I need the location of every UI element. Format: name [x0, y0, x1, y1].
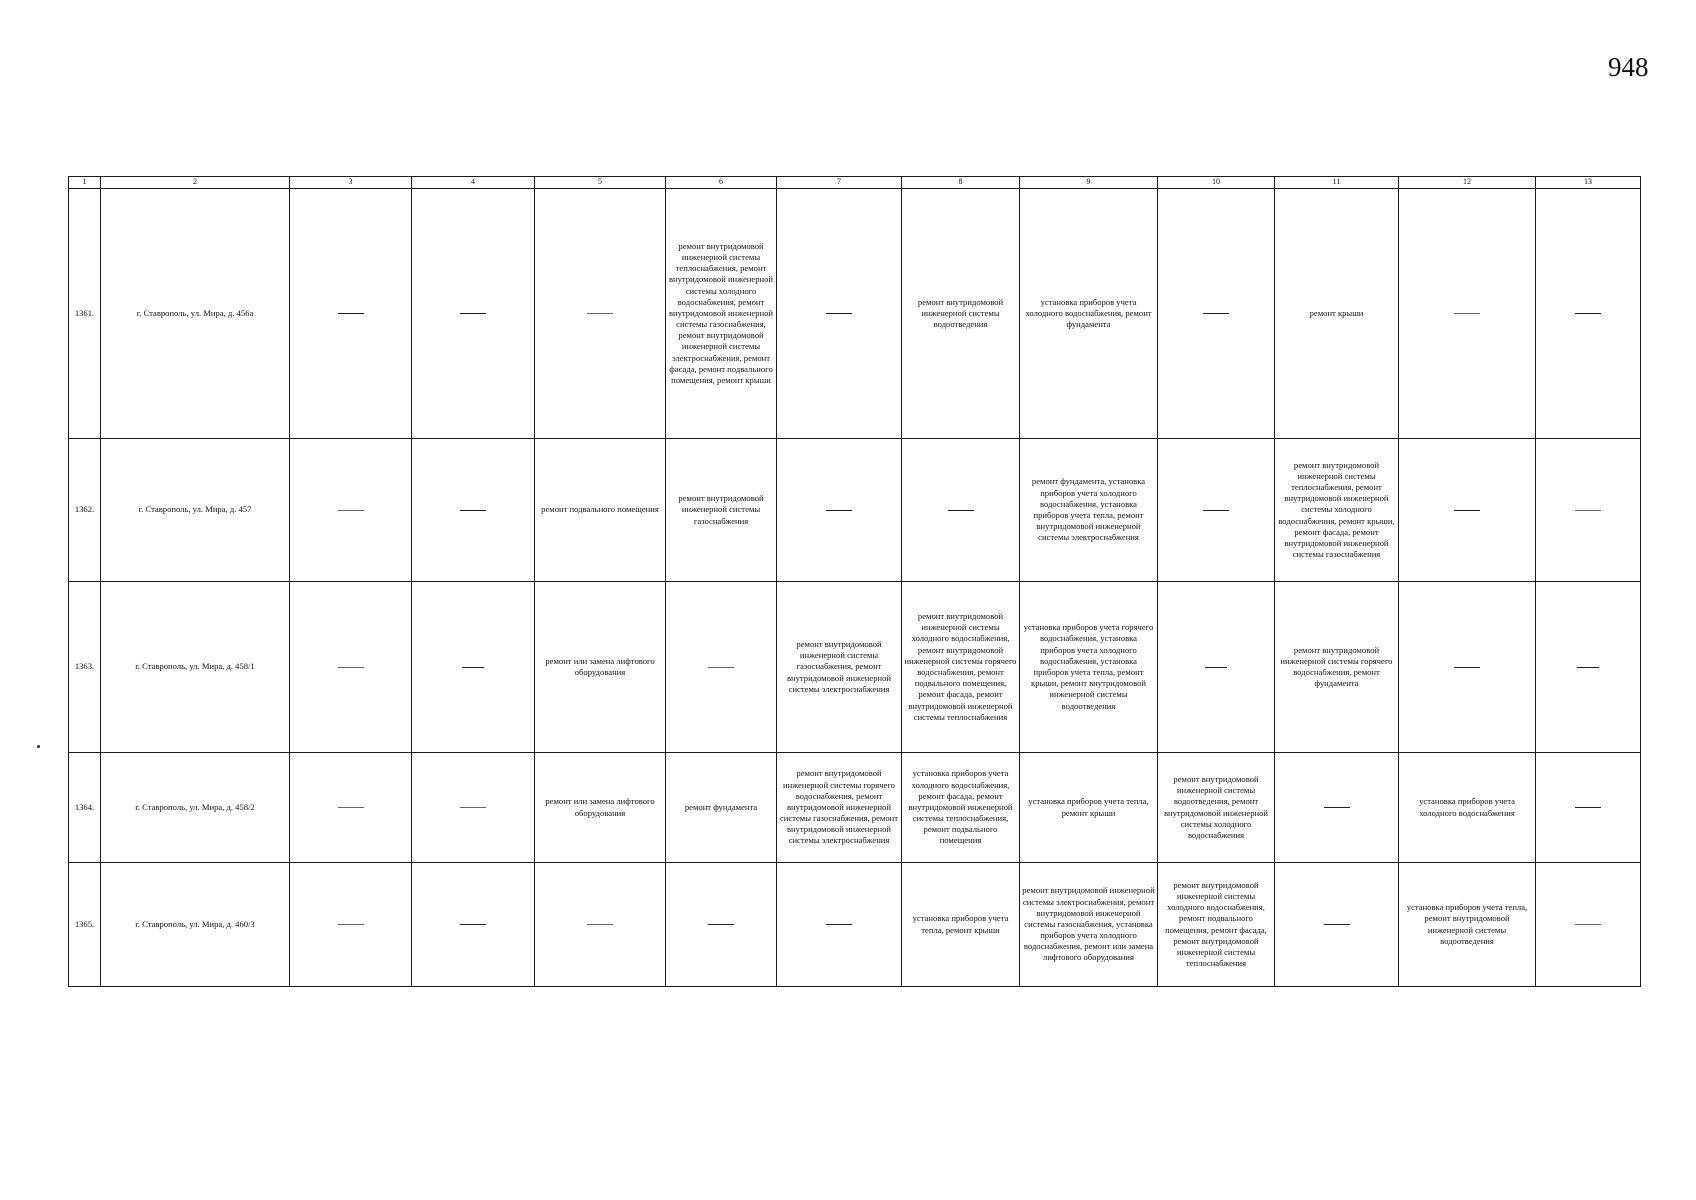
table-cell	[1158, 582, 1275, 753]
table-cell	[1536, 582, 1641, 753]
dash-mark	[338, 510, 364, 511]
address-cell: г. Ставрополь, ул. Мира, д. 456а	[101, 189, 290, 439]
table-cell	[777, 863, 902, 987]
column-header: 8	[902, 177, 1020, 189]
dash-mark	[826, 510, 852, 511]
table-cell: ремонт внутридомовой инженерной системы электроснабжения, ремонт внутридомовой инженерной системы газоснабжения, установка приборов учета холодного водоснабжения, ремонт или замена лифтового оборудования	[1020, 863, 1158, 987]
dash-mark	[587, 313, 613, 314]
table-cell	[1536, 439, 1641, 582]
table-cell: ремонт внутридомовой инженерной системы горячего водоснабжения, ремонт фундамента	[1275, 582, 1399, 753]
table-cell	[1158, 189, 1275, 439]
dash-mark	[1203, 510, 1229, 511]
address-cell: г. Ставрополь, ул. Мира, д. 458/1	[101, 582, 290, 753]
dash-mark	[1575, 807, 1601, 808]
table-row	[69, 582, 1641, 753]
table-cell: установка приборов учета холодного водоснабжения, ремонт фасада, ремонт внутридомовой инженерной системы теплоснабжения, ремонт подвального помещения	[902, 753, 1020, 863]
dash-mark	[462, 667, 484, 668]
table-cell	[290, 753, 412, 863]
table-row	[69, 753, 1641, 863]
table-cell	[666, 582, 777, 753]
dash-mark	[1324, 807, 1350, 808]
table-cell	[1275, 753, 1399, 863]
table-cell	[290, 863, 412, 987]
dash-mark	[1575, 510, 1601, 511]
column-header: 4	[412, 177, 535, 189]
table-cell: установка приборов учета холодного водоснабжения, ремонт фундамента	[1020, 189, 1158, 439]
address-cell: г. Ставрополь, ул. Мира, д. 460/3	[101, 863, 290, 987]
table-row	[69, 439, 1641, 582]
table-cell: установка приборов учета тепла, ремонт внутридомовой инженерной системы водоотведения	[1399, 863, 1536, 987]
scan-speck	[37, 745, 40, 748]
dash-mark	[1575, 313, 1601, 314]
table-cell	[290, 439, 412, 582]
column-header: 5	[535, 177, 666, 189]
row-number: 1361.	[69, 189, 101, 439]
dash-mark	[1454, 510, 1480, 511]
address-cell: г. Ставрополь, ул. Мира, д. 457	[101, 439, 290, 582]
table-cell	[666, 863, 777, 987]
table-cell: ремонт внутридомовой инженерной системы горячего водоснабжения, ремонт внутридомовой инженерной системы газоснабжения, ремонт внутридомовой инженерной системы электроснабжения	[777, 753, 902, 863]
table-cell	[1399, 189, 1536, 439]
dash-mark	[948, 510, 974, 511]
table-row	[69, 863, 1641, 987]
table-cell: установка приборов учета тепла, ремонт крыши	[1020, 753, 1158, 863]
table-cell	[412, 189, 535, 439]
dash-mark	[338, 924, 364, 925]
table-cell	[290, 189, 412, 439]
dash-mark	[338, 667, 364, 668]
table-row	[69, 189, 1641, 439]
row-number: 1365.	[69, 863, 101, 987]
column-header: 13	[1536, 177, 1641, 189]
dash-mark	[826, 924, 852, 925]
page-number: 948	[1608, 52, 1649, 82]
table-cell: ремонт подвального помещения	[535, 439, 666, 582]
table-cell	[412, 753, 535, 863]
dash-mark	[587, 924, 613, 925]
table-cell	[1275, 863, 1399, 987]
column-header: 12	[1399, 177, 1536, 189]
table-cell	[777, 439, 902, 582]
column-header: 2	[101, 177, 290, 189]
table-cell: ремонт внутридомовой инженерной системы газоснабжения	[666, 439, 777, 582]
row-number: 1363.	[69, 582, 101, 753]
table-cell: ремонт или замена лифтового оборудования	[535, 753, 666, 863]
dash-mark	[460, 313, 486, 314]
table-cell: ремонт внутридомовой инженерной системы теплоснабжения, ремонт внутридомовой инженерной системы холодного водоснабжения, ремонт крыши, ремонт фасада, ремонт внутридомовой инженерной системы газоснабжения	[1275, 439, 1399, 582]
table-cell	[777, 189, 902, 439]
table-cell: ремонт внутридомовой инженерной системы холодного водоснабжения, ремонт подвального помещения, ремонт фасада, ремонт внутридомовой инженерной системы теплоснабжения	[1158, 863, 1275, 987]
dash-mark	[460, 510, 486, 511]
table-cell	[1536, 863, 1641, 987]
column-header: 9	[1020, 177, 1158, 189]
dash-mark	[1575, 924, 1601, 925]
table-cell	[535, 863, 666, 987]
dash-mark	[460, 807, 486, 808]
table-cell	[290, 582, 412, 753]
table-cell	[535, 189, 666, 439]
table-cell: ремонт внутридомовой инженерной системы газоснабжения, ремонт внутридомовой инженерной системы электроснабжения	[777, 582, 902, 753]
row-number: 1364.	[69, 753, 101, 863]
dash-mark	[1324, 924, 1350, 925]
table-cell	[1536, 189, 1641, 439]
dash-mark	[708, 924, 734, 925]
table-cell	[1536, 753, 1641, 863]
column-header: 10	[1158, 177, 1275, 189]
column-header: 11	[1275, 177, 1399, 189]
table-cell: установка приборов учета холодного водоснабжения	[1399, 753, 1536, 863]
dash-mark	[1203, 313, 1229, 314]
table-cell: ремонт внутридомовой инженерной системы холодного водоснабжения, ремонт внутридомовой инженерной системы горячего водоснабжения, ремонт подвального помещения, ремонт фасада, ремонт внутридомовой инженерной системы теплоснабжения	[902, 582, 1020, 753]
dash-mark	[826, 313, 852, 314]
table-cell	[1399, 582, 1536, 753]
dash-mark	[1454, 667, 1480, 668]
table-cell	[412, 439, 535, 582]
table-cell	[1399, 439, 1536, 582]
table-cell	[1158, 439, 1275, 582]
table-cell	[412, 582, 535, 753]
table-cell: установка приборов учета тепла, ремонт крыши	[902, 863, 1020, 987]
column-number-header	[69, 177, 1641, 189]
column-header: 7	[777, 177, 902, 189]
repair-schedule-table	[68, 176, 1641, 987]
table-cell	[412, 863, 535, 987]
dash-mark	[1454, 313, 1480, 314]
dash-mark	[460, 924, 486, 925]
column-header: 1	[69, 177, 101, 189]
row-number: 1362.	[69, 439, 101, 582]
dash-mark	[708, 667, 734, 668]
table-cell: ремонт или замена лифтового оборудования	[535, 582, 666, 753]
table-cell: установка приборов учета горячего водоснабжения, установка приборов учета холодного водоснабжения, установка приборов учета тепла, ремонт крыши, ремонт внутридомовой инженерной системы водоотведения	[1020, 582, 1158, 753]
address-cell: г. Ставрополь, ул. Мира, д. 458/2	[101, 753, 290, 863]
table-cell	[902, 439, 1020, 582]
table-cell: ремонт внутридомовой инженерной системы водоотведения	[902, 189, 1020, 439]
table-cell: ремонт крыши	[1275, 189, 1399, 439]
table-cell: ремонт фундамента	[666, 753, 777, 863]
dash-mark	[338, 807, 364, 808]
column-header: 3	[290, 177, 412, 189]
dash-mark	[338, 313, 364, 314]
dash-mark	[1205, 667, 1227, 668]
dash-mark	[1577, 667, 1599, 668]
table-cell: ремонт внутридомовой инженерной системы водоотведения, ремонт внутридомовой инженерной системы холодного водоснабжения	[1158, 753, 1275, 863]
table-cell: ремонт внутридомовой инженерной системы теплоснабжения, ремонт внутридомовой инженерной системы холодного водоснабжения, ремонт внутридомовой инженерной системы газоснабжения, ремонт внутридомовой инженерной системы электроснабжения, ремонт фасада, ремонт подвального помещения, ремонт крыши	[666, 189, 777, 439]
table-cell: ремонт фундамента, установка приборов учета холодного водоснабжения, установка приборов учета тепла, ремонт внутридомовой инженерной системы электроснабжения	[1020, 439, 1158, 582]
column-header: 6	[666, 177, 777, 189]
